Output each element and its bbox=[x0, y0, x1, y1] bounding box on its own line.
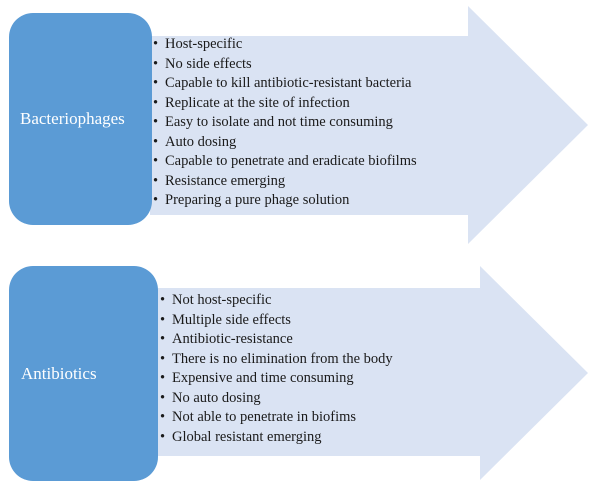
bacteriophages-bullet-item: • Auto dosing bbox=[153, 133, 417, 153]
antibiotics-bullet-item: • No auto dosing bbox=[160, 389, 393, 409]
bacteriophages-bullet-item: • Easy to isolate and not time consuming bbox=[153, 113, 417, 133]
antibiotics-bullet-item: • Multiple side effects bbox=[160, 311, 393, 331]
antibiotics-bullet-item: • Not able to penetrate in biofims bbox=[160, 408, 393, 428]
bacteriophages-bullet-list bbox=[153, 35, 417, 211]
antibiotics-bullet-item: • Global resistant emerging bbox=[160, 428, 393, 448]
bacteriophages-bullet-item: • Resistance emerging bbox=[153, 172, 417, 192]
antibiotics-bullet-item: • Antibiotic-resistance bbox=[160, 330, 393, 350]
antibiotics-bullet-item: • Not host-specific bbox=[160, 291, 393, 311]
bacteriophages-bullet-item: • Host-specific bbox=[153, 35, 417, 55]
bacteriophages-label-box bbox=[9, 13, 152, 225]
bacteriophages-label: Bacteriophages bbox=[20, 109, 125, 128]
bacteriophages-bullet-item: • Capable to kill antibiotic-resistant bacteria bbox=[153, 74, 417, 94]
bacteriophages-bullet-item: • Capable to penetrate and eradicate biofilms bbox=[153, 152, 417, 172]
antibiotics-label: Antibiotics bbox=[21, 363, 97, 383]
bacteriophages-bullet-item: • Replicate at the site of infection bbox=[153, 94, 417, 114]
antibiotics-panel bbox=[0, 262, 591, 489]
bacteriophages-bullet-item: • Preparing a pure phage solution bbox=[153, 191, 417, 211]
antibiotics-bullet-item: • There is no elimination from the body bbox=[160, 350, 393, 370]
antibiotics-bullet-item: • Expensive and time consuming bbox=[160, 369, 393, 389]
bacteriophages-bullet-item: • No side effects bbox=[153, 55, 417, 75]
antibiotics-bullet-list bbox=[160, 291, 393, 447]
antibiotics-label-box bbox=[9, 266, 158, 481]
